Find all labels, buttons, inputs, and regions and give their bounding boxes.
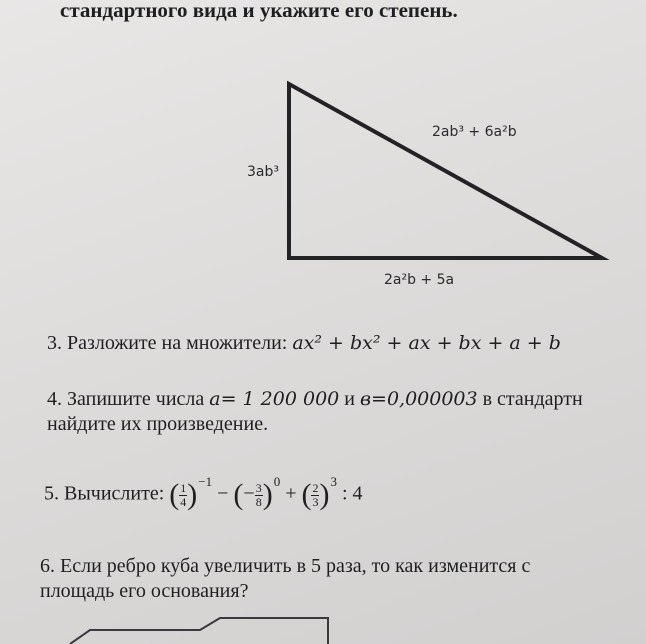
plus-sign: + [285, 482, 297, 505]
division-tail: : 4 [341, 482, 363, 505]
triangle-hypotenuse-label: 2ab³ + 6a²b [432, 124, 517, 140]
task-4-b-value: в=0,000003 [359, 388, 478, 410]
exponent-2: 0 [273, 473, 281, 489]
cube-sketch [70, 618, 328, 644]
task-5: 5. Вычислите: ( $\frac{1}{4}$ )$^{-1}$ − (− $\frac{3}{8}$ )$^0$ + ( $\frac{2}{3}$ )$^3$ : 4 [44, 473, 363, 511]
fraction-2: $\frac{3}{8}$ [255, 480, 262, 509]
task-4-line-2: найдите их произведение. [47, 413, 269, 435]
right-triangle [289, 84, 602, 258]
exponent-3: 3 [330, 473, 337, 489]
fraction-2-sign: − [243, 482, 255, 505]
task-5-label: 5. Вычислите: [44, 482, 165, 505]
task-3-expression: ax² + bx² + ax + bx + a + b [292, 332, 561, 354]
task-3-text: 3. Разложите на множители: [47, 332, 293, 354]
task-4-a-value: a= 1 200 000 [209, 388, 340, 410]
triangle-bottom-label: 2a²b + 5a [384, 272, 455, 288]
exponent-1: −1 [198, 473, 213, 489]
intro-text: стандартного вида и укажите его степень. [60, 0, 458, 22]
task-4-prefix: 4. Запишите числа [47, 388, 210, 410]
fraction-3: $\frac{2}{3}$ [312, 480, 319, 509]
task-4-conjunction: и [339, 388, 360, 410]
task-3 [47, 332, 561, 355]
triangle-left-label: 3ab³ [247, 164, 279, 180]
task-6-line-2: площадь его основания? [40, 580, 249, 602]
minus-sign: − [217, 482, 229, 505]
fraction-1: $\frac{1}{4}$ [180, 480, 187, 509]
task-4-line-1 [47, 388, 583, 411]
task-4-suffix: в стандартн [477, 388, 583, 410]
task-6-line-1: 6. Если ребро куба увеличить в 5 раза, то как изменится с [40, 555, 531, 577]
